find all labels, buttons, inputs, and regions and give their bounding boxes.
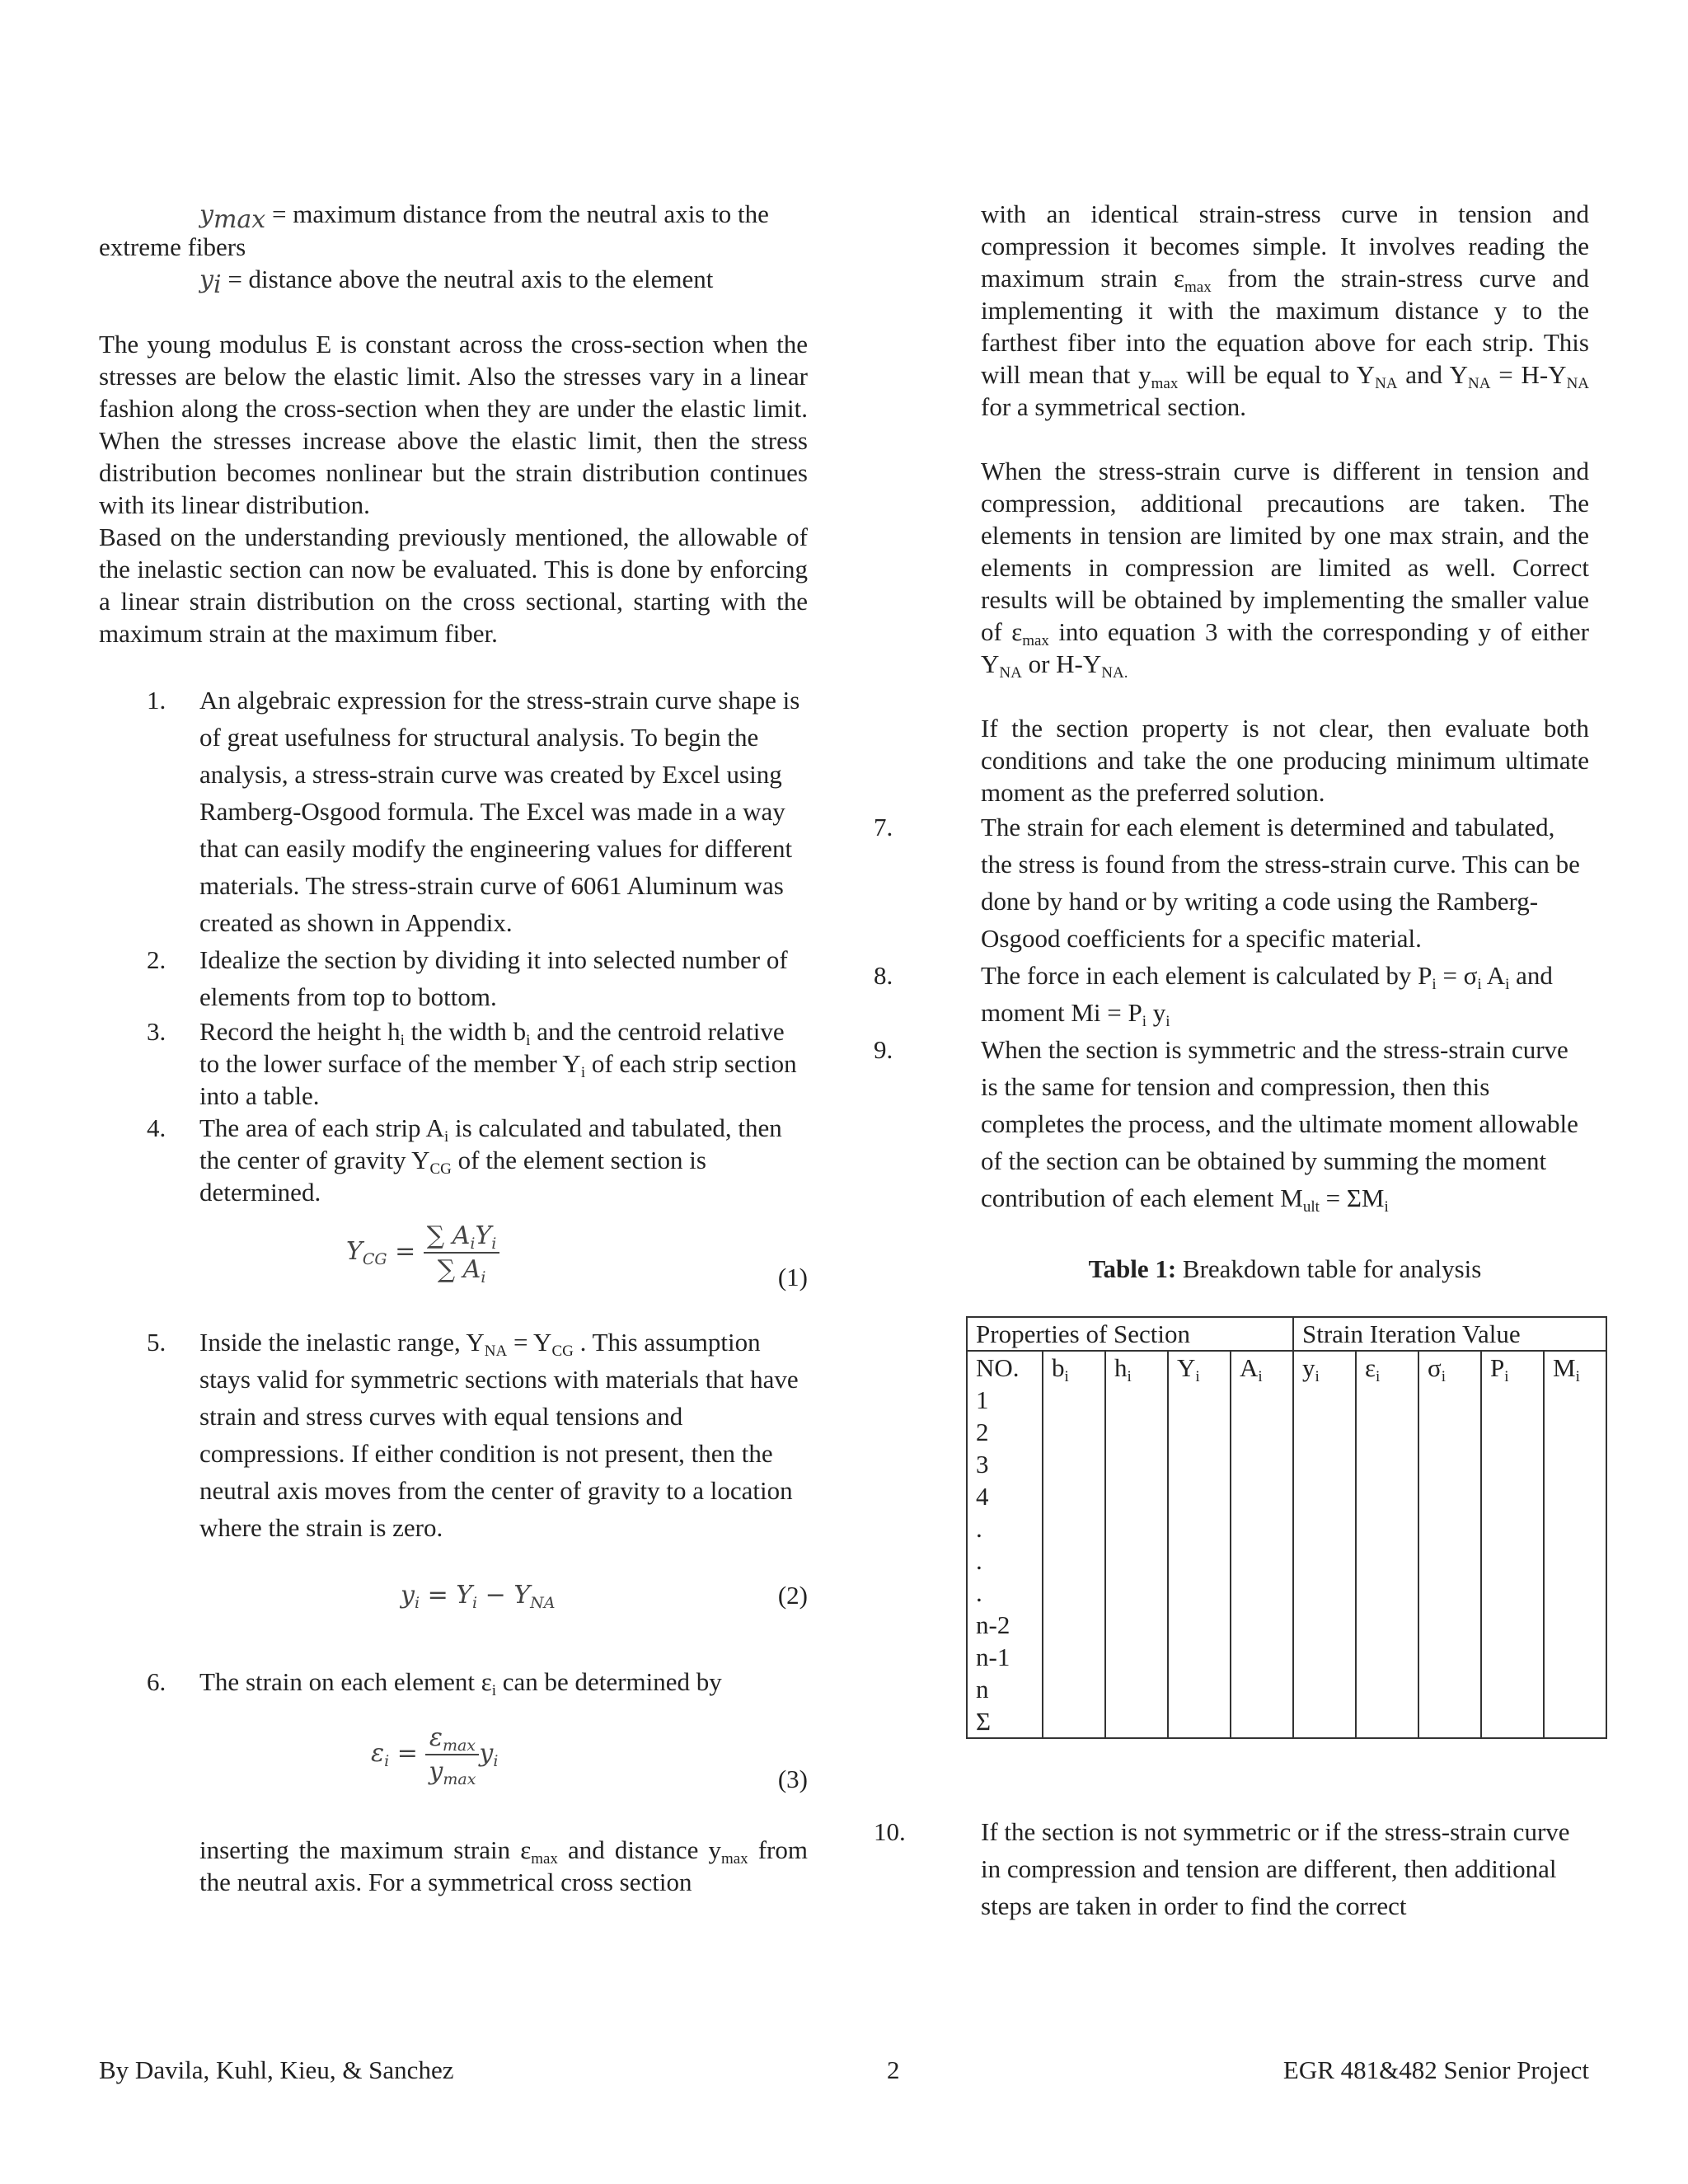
list-item-7 bbox=[874, 808, 1589, 957]
list-item-6 bbox=[99, 1663, 808, 1700]
right-column bbox=[874, 198, 1590, 1924]
left-column bbox=[99, 198, 808, 1898]
paragraph-unclear-property: If the section property is not clear, then evaluate both conditions and take the one producing minimum ultimate moment as the preferred solution. bbox=[981, 714, 1589, 807]
definition-text: = distance above the neutral axis to the element bbox=[227, 265, 714, 293]
symbol-sub: max bbox=[213, 205, 266, 234]
equation-number: (2) bbox=[777, 1581, 808, 1610]
list-item-1 bbox=[99, 682, 808, 941]
list-number: 10. bbox=[874, 1817, 906, 1846]
list-number: 3. bbox=[147, 1017, 166, 1046]
list-item-10 bbox=[874, 1813, 1589, 1924]
table-row-label: 1 bbox=[976, 1385, 989, 1414]
list-item-5 bbox=[99, 1324, 808, 1546]
list-number: 1. bbox=[147, 686, 166, 715]
table-column: $P_i$ bbox=[1481, 1351, 1544, 1738]
table-body-row bbox=[967, 1351, 1606, 1738]
fraction: $\frac{\varepsilon_{max}}{y_{max}}$ bbox=[425, 1722, 479, 1788]
list-text: The strain for each element is determined and tabulated, the stress is found from the stress-strain curve. This can be done by hand or by writing a code using the Ramberg-Osgood coefficients for a specific material. bbox=[981, 813, 1580, 953]
table-column: $\varepsilon_i$ bbox=[1356, 1351, 1418, 1738]
column-header: NO. bbox=[976, 1353, 1020, 1382]
table-column: $A_i$ bbox=[1231, 1351, 1293, 1738]
list-text: An algebraic expression for the stress-strain curve shape is of great usefulness for structural analysis. To begin the analysis, a stress-strain curve was created by Excel using Ramberg-Osgood formula. The Excel was made in a way that can easily modify the engineering values for different materials. The stress-strain curve of 6061 Aluminum was created as shown in Appendix. bbox=[199, 686, 800, 937]
footer-course: EGR 481&482 Senior Project bbox=[1282, 2055, 1589, 2084]
table-column: $Y_i$ bbox=[1168, 1351, 1231, 1738]
list-text: Record the height $h_i$ the width $b_i$ and the centroid relative to the lower surface of the member $Y_i$ of each strip section into a table. bbox=[199, 1017, 797, 1110]
table-row-label: Σ bbox=[976, 1707, 992, 1736]
definition-yi bbox=[99, 263, 808, 299]
definition-text: = maximum distance from the neutral axis to the bbox=[271, 199, 769, 228]
list-text: The force in each element is calculated by $P_i = \sigma_i$ $A_i$ and moment $Mi = P_i$ $y_i$ bbox=[981, 961, 1553, 1030]
definition-ymax bbox=[99, 198, 808, 234]
list-number: 2. bbox=[147, 945, 166, 974]
table-row-label: . bbox=[976, 1514, 982, 1543]
list-text: Inside the inelastic range, $Y_{NA} = Y_{CG}$ . This assumption stays valid for symmetric sections with materials that have strain and stress curves with equal tensions and compressions. If either condition is not present, then the neutral axis moves from the center of gravity to a location where the strain is zero. bbox=[199, 1328, 799, 1542]
list-text: The strain on each element $\varepsilon_i$ can be determined by bbox=[199, 1667, 722, 1699]
paragraph-after-eq3: inserting the maximum strain $\varepsilon_{max}$ and distance $y_{max}$ from the neutral axis. For a symmetrical cross section bbox=[199, 1835, 808, 1896]
table-column: $y_i$ bbox=[1293, 1351, 1356, 1738]
table-caption bbox=[981, 1253, 1589, 1285]
table-column: $b_i$ bbox=[1043, 1351, 1105, 1738]
table-row-label: 2 bbox=[976, 1418, 989, 1446]
group-header-properties: Properties of Section bbox=[967, 1317, 1293, 1351]
table-row-label: n-2 bbox=[976, 1610, 1010, 1639]
list-number: 7. bbox=[874, 813, 893, 841]
table-column: $h_i$ bbox=[1105, 1351, 1168, 1738]
symbol: y bbox=[199, 265, 213, 294]
definition-ymax-continued: extreme fibers bbox=[99, 232, 246, 261]
list-text: When the section is symmetric and the stress-strain curve is the same for tension and compression, then this completes the process, and the ultimate moment allowable of the section can be obtained by summing the moment contribution of each element $M_{ult} = \Sigma M_i$ bbox=[981, 1035, 1578, 1216]
list-number: 8. bbox=[874, 961, 893, 990]
list-item-4 bbox=[99, 1112, 808, 1208]
paragraph-symmetric: with an identical strain-stress curve in tension and compression it becomes simple. It involves reading the maximum strain $\varepsilon_{max}$ from the strain-stress curve and implementing it with the maximum distance y to the farthest fiber into the equation above for each strip. This will mean that $y_{max}$ will be equal to $Y_{NA}$ and $Y_{NA} = H-Y_{NA}$ for a symmetrical section. bbox=[981, 199, 1590, 421]
table-row-label: n-1 bbox=[976, 1643, 1010, 1671]
equation-number: (1) bbox=[777, 1263, 808, 1291]
table-row-label: 3 bbox=[976, 1450, 989, 1479]
table-row-label: . bbox=[976, 1578, 982, 1607]
list-text: The area of each strip $A_i$ is calculated and tabulated, then the center of gravity $Y_{CG}$ of the element section is determined. bbox=[199, 1113, 782, 1207]
table-row-label: . bbox=[976, 1546, 982, 1575]
equation-2 bbox=[99, 1546, 808, 1663]
caption-label: Table 1: bbox=[1088, 1254, 1177, 1283]
list-text: Idealize the section by dividing it into selected number of elements from top to bottom. bbox=[199, 945, 788, 1011]
list-item-3 bbox=[99, 1015, 808, 1112]
equation-3 bbox=[99, 1700, 808, 1834]
symbol-sub: i bbox=[213, 270, 222, 299]
list-number: 4. bbox=[147, 1113, 166, 1142]
footer-authors: By Davila, Kuhl, Kieu, & Sanchez bbox=[99, 2055, 454, 2084]
equation-1 bbox=[99, 1208, 808, 1324]
table-column: $\sigma_i$ bbox=[1418, 1351, 1481, 1738]
paragraph-inelastic: Based on the understanding previously mentioned, the allowable of the inelastic section can now be evaluated. This is done by enforcing a linear strain distribution on the cross sectional, starting with the maximum strain at the maximum fiber. bbox=[99, 523, 808, 648]
table-row-label: 4 bbox=[976, 1482, 989, 1511]
list-item-8 bbox=[874, 957, 1589, 1031]
equation-1-expression: $Y_{CG}$ = $\frac{\sum A_iY_i}{\sum A_i}$ bbox=[346, 1220, 499, 1286]
table-column-no bbox=[967, 1351, 1043, 1738]
row-label-list bbox=[976, 1384, 1034, 1737]
list-number: 6. bbox=[147, 1667, 166, 1696]
table-column: $M_i$ bbox=[1544, 1351, 1606, 1738]
list-item-2 bbox=[99, 941, 808, 1015]
caption-text: Breakdown table for analysis bbox=[1176, 1254, 1482, 1283]
equation-number: (3) bbox=[777, 1765, 808, 1793]
paragraph-different-curves: When the stress-strain curve is different in tension and compression, additional precautions are taken. The elements in tension are limited by one max strain, and the elements in compression are limited as well. Correct results will be obtained by implementing the smaller value of $\varepsilon_{max}$ into equation 3 with the corresponding y of either $Y_{NA}$ or $H-Y_{NA.}$ bbox=[981, 457, 1589, 682]
symbol: y bbox=[199, 200, 213, 229]
paragraph-elastic: The young modulus E is constant across the cross-section when the stresses are below the elastic limit. Also the stresses vary in a linear fashion along the cross-section when they are under the elastic limit. When the stresses increase above the elastic limit, then the stress distribution becomes nonlinear but the strain distribution continues with its linear distribution. bbox=[99, 330, 808, 519]
list-item-9 bbox=[874, 1031, 1589, 1216]
fraction: $\frac{\sum A_iY_i}{\sum A_i}$ bbox=[424, 1220, 500, 1286]
list-number: 5. bbox=[147, 1328, 166, 1357]
table-group-header-row bbox=[967, 1317, 1606, 1351]
equation-2-expression: $y_i = Y_i - Y_{NA}$ bbox=[401, 1581, 556, 1612]
list-text: If the section is not symmetric or if the stress-strain curve in compression and tension are different, then additional steps are taken in order to find the correct bbox=[981, 1817, 1570, 1920]
list-number: 9. bbox=[874, 1035, 893, 1064]
equation-3-expression: $\varepsilon_i$ = $\frac{\varepsilon_{max}}{y_{max}}$ $y_i$ bbox=[371, 1723, 499, 1788]
footer-page-number: 2 bbox=[887, 2055, 900, 2084]
breakdown-table bbox=[966, 1316, 1607, 1739]
group-header-strain: Strain Iteration Value bbox=[1293, 1317, 1606, 1351]
table-row-label: n bbox=[976, 1675, 989, 1704]
